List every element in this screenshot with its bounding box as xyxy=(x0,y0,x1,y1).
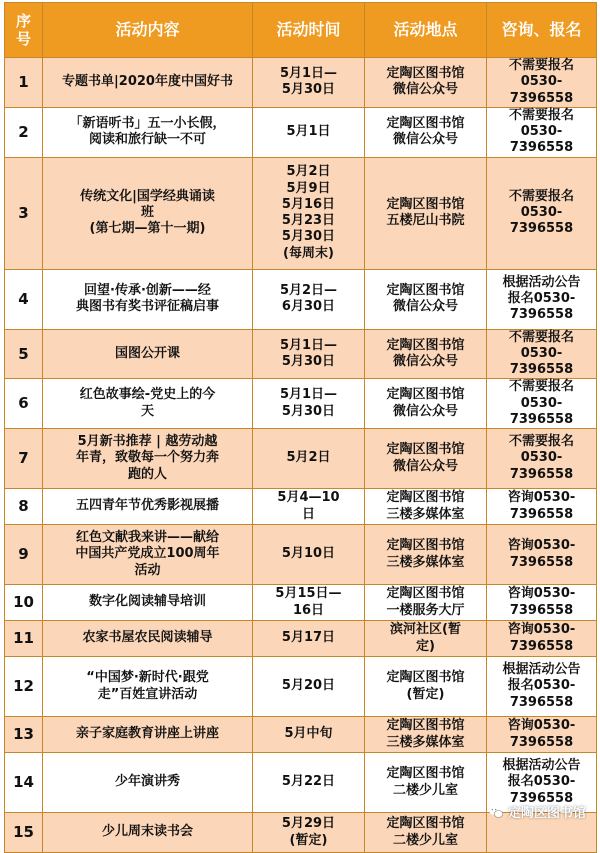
row-number: 13 xyxy=(5,717,43,753)
row-content: 传统文化|国学经典诵读 班 (第七期—第十一期) xyxy=(43,157,253,269)
row-contact: 不需要报名 0530-7396558 xyxy=(487,107,597,157)
row-place: 定陶区图书馆 微信公众号 xyxy=(365,429,487,489)
row-content: 回望·传承·创新——经 典图书有奖书评征稿启事 xyxy=(43,269,253,329)
row-place: 定陶区图书馆 微信公众号 xyxy=(365,329,487,379)
row-number: 5 xyxy=(5,329,43,379)
row-time: 5月4—10 日 xyxy=(253,489,365,525)
row-place: 定陶区图书馆 微信公众号 xyxy=(365,379,487,429)
table-row xyxy=(5,107,597,157)
row-place: 定陶区图书馆 三楼多媒体室 xyxy=(365,717,487,753)
table-row xyxy=(5,379,597,429)
header-time: 活动时间 xyxy=(253,3,365,58)
table-row xyxy=(5,657,597,717)
row-time: 5月22日 xyxy=(253,753,365,813)
watermark xyxy=(488,802,586,821)
header-place: 活动地点 xyxy=(365,3,487,58)
row-number: 1 xyxy=(5,58,43,108)
row-time: 5月2日— 6月30日 xyxy=(253,269,365,329)
row-time: 5月2日 5月9日 5月16日 5月23日 5月30日 (每周末) xyxy=(253,157,365,269)
row-contact: 不需要报名 0530-7396558 xyxy=(487,379,597,429)
row-contact: 根据活动公告 报名0530- 7396558 xyxy=(487,269,597,329)
row-number: 3 xyxy=(5,157,43,269)
row-contact: 根据活动公告 报名0530- 7396558 xyxy=(487,657,597,717)
row-contact: 不需要报名 0530-7396558 xyxy=(487,58,597,108)
table-row xyxy=(5,489,597,525)
row-number: 15 xyxy=(5,813,43,853)
row-place: 定陶区图书馆 微信公众号 xyxy=(365,107,487,157)
wechat-icon xyxy=(488,804,504,820)
row-place: 定陶区图书馆 微信公众号 xyxy=(365,269,487,329)
row-number: 8 xyxy=(5,489,43,525)
table-header-row xyxy=(5,3,597,58)
row-content: 亲子家庭教育讲座上讲座 xyxy=(43,717,253,753)
row-number: 4 xyxy=(5,269,43,329)
row-place: 定陶区图书馆 二楼少儿室 xyxy=(365,753,487,813)
row-number: 7 xyxy=(5,429,43,489)
row-content: 专题书单|2020年度中国好书 xyxy=(43,58,253,108)
row-content: 少儿周末读书会 xyxy=(43,813,253,853)
row-contact: 根据活动公告 报名0530- 7396558 xyxy=(487,753,597,813)
row-time: 5月15日— 16日 xyxy=(253,585,365,621)
row-content: 5月新书推荐 | 越劳动越 年青，致敬每一个努力奔 跑的人 xyxy=(43,429,253,489)
row-number: 2 xyxy=(5,107,43,157)
row-time: 5月1日— 5月30日 xyxy=(253,58,365,108)
row-content: 「新语听书」五一小长假， 阅读和旅行缺一不可 xyxy=(43,107,253,157)
table-row xyxy=(5,621,597,657)
row-place: 定陶区图书馆 微信公众号 xyxy=(365,58,487,108)
row-time: 5月2日 xyxy=(253,429,365,489)
row-number: 9 xyxy=(5,525,43,585)
table-row xyxy=(5,157,597,269)
row-content: 红色故事绘-党史上的今 天 xyxy=(43,379,253,429)
row-time: 5月中旬 xyxy=(253,717,365,753)
row-content: 红色文献我来讲——献给 中国共产党成立100周年 活动 xyxy=(43,525,253,585)
activity-schedule-table xyxy=(4,2,597,853)
row-number: 10 xyxy=(5,585,43,621)
row-time: 5月1日— 5月30日 xyxy=(253,379,365,429)
header-contact: 咨询、报名 xyxy=(487,3,597,58)
row-content: 国图公开课 xyxy=(43,329,253,379)
row-time: 5月10日 xyxy=(253,525,365,585)
row-place: 定陶区图书馆 一楼服务大厅 xyxy=(365,585,487,621)
row-time: 5月1日— 5月30日 xyxy=(253,329,365,379)
header-number: 序 号 xyxy=(5,3,43,58)
table-row xyxy=(5,269,597,329)
row-contact: 不需要报名 0530-7396558 xyxy=(487,429,597,489)
row-contact: 不需要报名 0530-7396558 xyxy=(487,157,597,269)
row-content: “中国梦·新时代·跟党 走”百姓宣讲活动 xyxy=(43,657,253,717)
row-contact: 不需要报名 0530-7396558 xyxy=(487,329,597,379)
row-place: 定陶区图书馆 (暂定) xyxy=(365,657,487,717)
table-row xyxy=(5,525,597,585)
table-row xyxy=(5,58,597,108)
row-content: 数字化阅读辅导培训 xyxy=(43,585,253,621)
row-time: 5月1日 xyxy=(253,107,365,157)
row-number: 11 xyxy=(5,621,43,657)
row-contact: 咨询0530- 7396558 xyxy=(487,585,597,621)
row-contact: 咨询0530- 7396558 xyxy=(487,621,597,657)
row-time: 5月29日 (暂定) xyxy=(253,813,365,853)
row-place: 定陶区图书馆 三楼多媒体室 xyxy=(365,525,487,585)
row-number: 12 xyxy=(5,657,43,717)
row-place: 定陶区图书馆 五楼尼山书院 xyxy=(365,157,487,269)
row-time: 5月17日 xyxy=(253,621,365,657)
row-contact: 咨询0530- 7396558 xyxy=(487,489,597,525)
row-contact: 咨询0530- 7396558 xyxy=(487,717,597,753)
row-time: 5月20日 xyxy=(253,657,365,717)
row-content: 农家书屋农民阅读辅导 xyxy=(43,621,253,657)
header-content: 活动内容 xyxy=(43,3,253,58)
row-place: 滨河社区(暂 定) xyxy=(365,621,487,657)
row-contact: 咨询0530- 7396558 xyxy=(487,525,597,585)
row-number: 14 xyxy=(5,753,43,813)
table-row xyxy=(5,329,597,379)
row-place: 定陶区图书馆 二楼少儿室 xyxy=(365,813,487,853)
table-row xyxy=(5,585,597,621)
table-row xyxy=(5,717,597,753)
row-place: 定陶区图书馆 三楼多媒体室 xyxy=(365,489,487,525)
row-number: 6 xyxy=(5,379,43,429)
table-row xyxy=(5,429,597,489)
row-content: 五四青年节优秀影视展播 xyxy=(43,489,253,525)
activity-table-container xyxy=(4,2,596,848)
watermark-text: 定陶区图书馆 xyxy=(507,806,586,821)
row-content: 少年演讲秀 xyxy=(43,753,253,813)
